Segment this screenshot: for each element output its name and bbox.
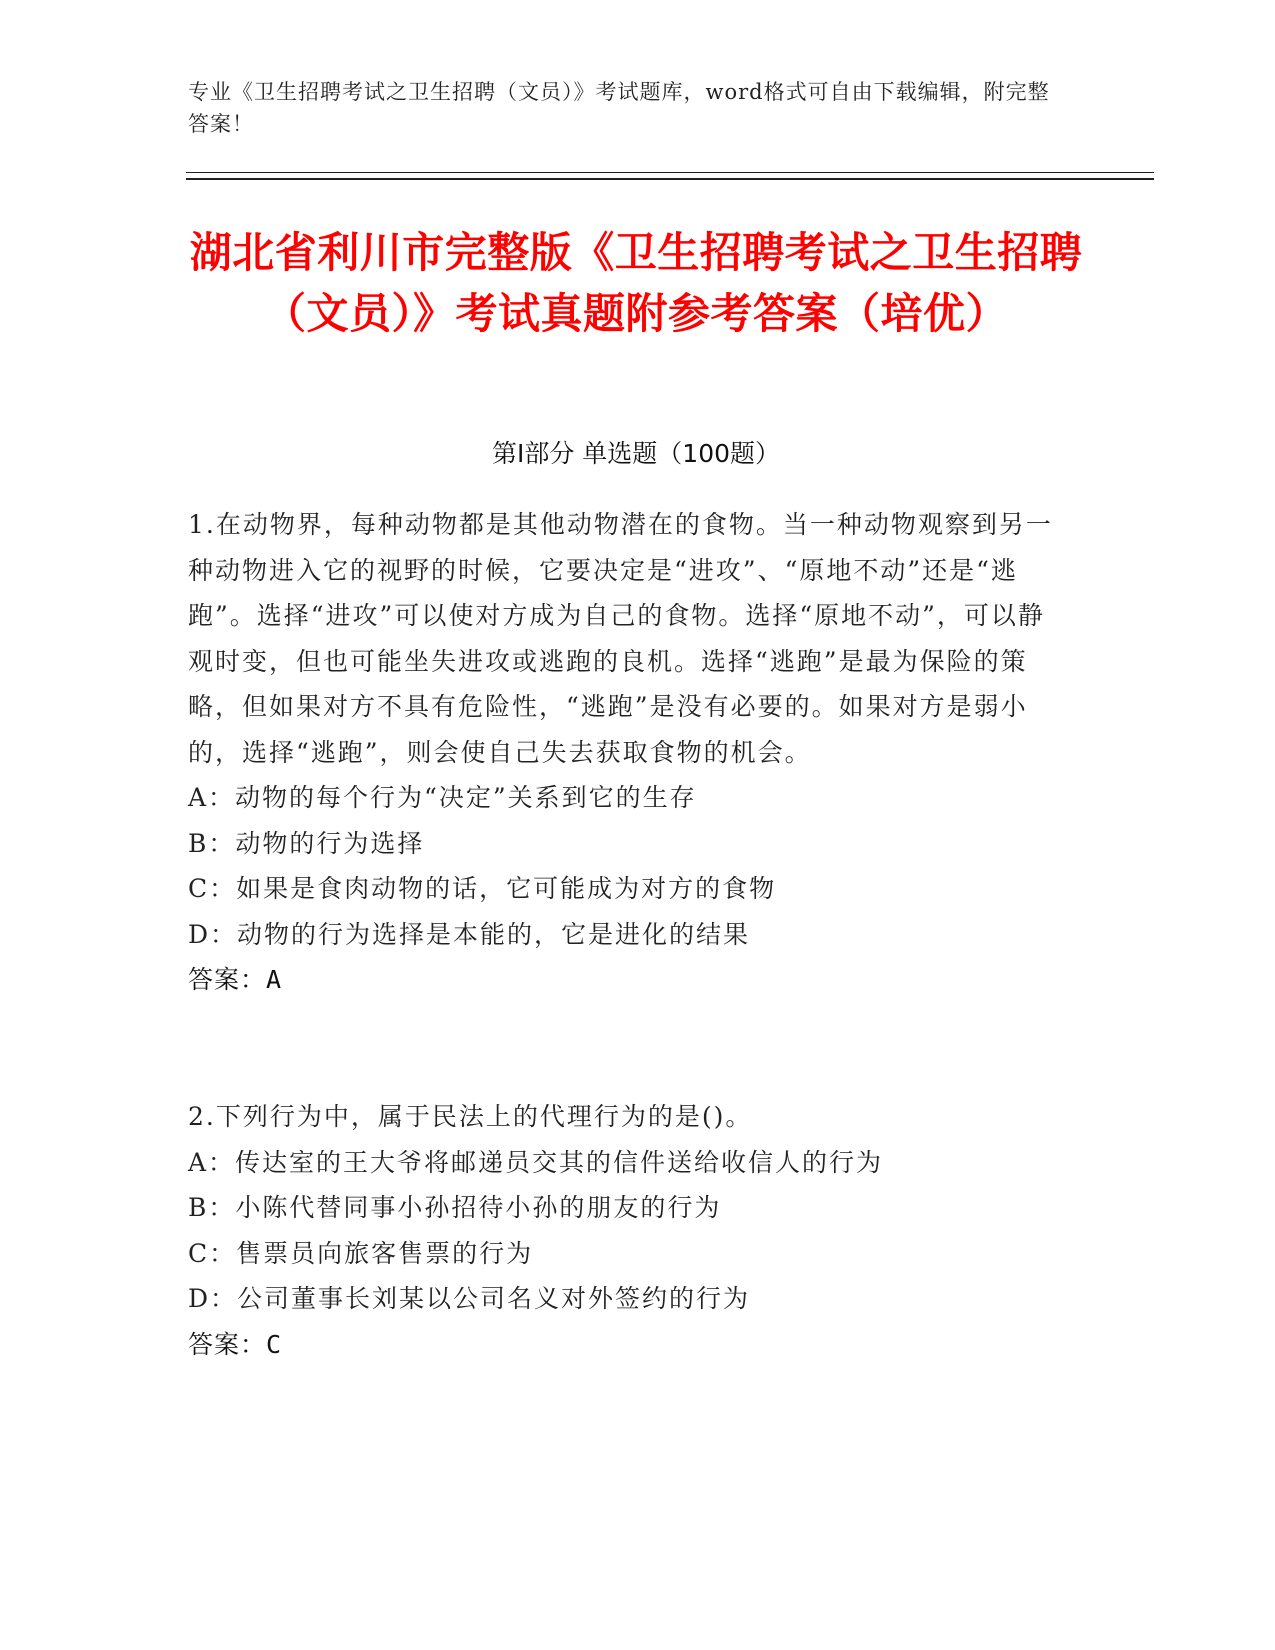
header-rule-thick xyxy=(186,178,1154,180)
question-2 xyxy=(188,1094,1068,1367)
option-d: D：动物的行为选择是本能的，它是进化的结果 xyxy=(188,919,751,949)
answer-label: 答案： xyxy=(188,965,267,994)
question-stem: 2.下列行为中，属于民法上的代理行为的是()。 xyxy=(188,1102,753,1131)
question-1 xyxy=(188,502,1068,1003)
answer-line xyxy=(188,1322,1068,1368)
header-note: 专业《卫生招聘考试之卫生招聘（文员）》考试题库，word格式可自由下载编辑，附完整答案！ xyxy=(188,80,1050,136)
option-d: D：公司董事长刘某以公司名义对外签约的行为 xyxy=(188,1284,751,1313)
question-stem: 1.在动物界，每种动物都是其他动物潜在的食物。当一种动物观察到另一种动物进入它的视野的时候，它要决定是“进攻”、“原地不动”还是“逃跑”。选择“进攻”可以使对方成为自己的食物。选择“原地不动”，可以静观时变，但也可能坐失进攻或逃跑的良机。选择“逃跑”是最为保险的策略，但如果对方不具有危险性，“逃跑”是没有必要的。如果对方是弱小的，选择“逃跑”，则会使自己失去获取食物的机会。 xyxy=(188,510,1053,767)
answer-value: A xyxy=(266,965,283,994)
option-c: C：售票员向旅客售票的行为 xyxy=(188,1238,534,1268)
option-a: A：动物的每个行为“决定”关系到它的生存 xyxy=(188,783,697,812)
document-title: 湖北省利川市完整版《卫生招聘考试之卫生招聘（文员）》考试真题附参考答案（培优） xyxy=(189,228,1083,338)
option-b: B：动物的行为选择 xyxy=(188,828,425,858)
option-c: C：如果是食肉动物的话，它可能成为对方的食物 xyxy=(188,874,777,903)
option-b: B：小陈代替同事小孙招待小孙的朋友的行为 xyxy=(188,1193,722,1222)
header-rule-thin xyxy=(186,172,1154,173)
answer-value: C xyxy=(266,1329,283,1359)
option-a: A：传达室的王大爷将邮递员交其的信件送给收信人的行为 xyxy=(188,1147,884,1177)
answer-label: 答案： xyxy=(188,1329,267,1359)
answer-line xyxy=(188,957,1068,1003)
section-heading: 第Ⅰ部分 单选题（100题） xyxy=(491,439,781,468)
